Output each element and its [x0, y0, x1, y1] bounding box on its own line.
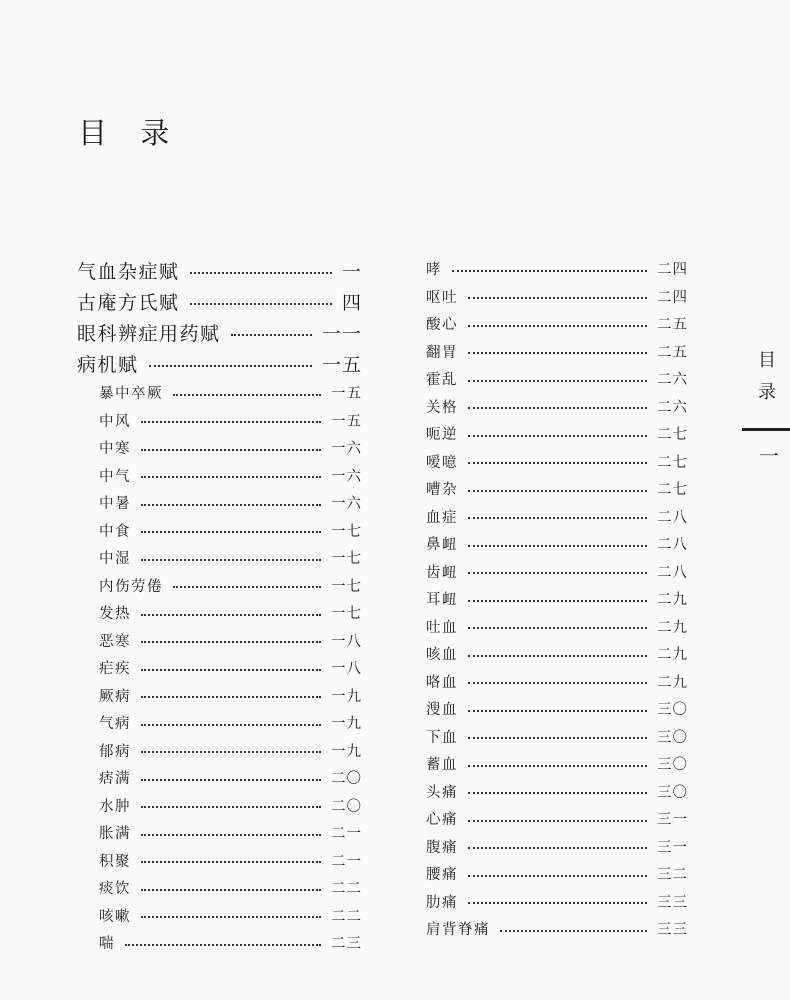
toc-entry-label: 蓄血: [426, 757, 458, 774]
toc-entry-page: 一九: [331, 743, 362, 760]
dot-leader: [141, 476, 321, 478]
toc-entry-page: 三〇: [657, 729, 688, 746]
toc-entry-page: 二七: [657, 482, 688, 499]
toc-entry: [77, 819, 362, 847]
toc-entry-page: 二三: [331, 936, 362, 953]
toc-entry-page: 一七: [331, 523, 362, 540]
toc-entry: [77, 654, 362, 682]
toc-entry: [426, 668, 688, 696]
toc-entry-label: 吐血: [426, 619, 458, 636]
toc-entry: [426, 723, 688, 751]
dot-leader: [141, 421, 321, 423]
toc-entry: [77, 434, 362, 462]
dot-leader: [231, 334, 312, 336]
toc-entry-page: 一一: [321, 323, 362, 345]
toc-entry-page: 二九: [657, 674, 688, 691]
toc-entry-page: 二六: [657, 399, 688, 416]
toc-entry: [426, 613, 688, 641]
dot-leader: [468, 325, 647, 327]
toc-entry: [77, 847, 362, 875]
toc-entry: [77, 709, 362, 737]
dot-leader: [141, 614, 321, 616]
toc-entry-label: 血症: [426, 509, 458, 526]
toc-entry: [426, 448, 688, 476]
toc-entry: [426, 860, 688, 888]
toc-entry-page: 一七: [331, 551, 362, 568]
toc-entry: [77, 348, 362, 379]
toc-entry-page: 一五: [331, 386, 362, 403]
toc-entry-page: 二八: [657, 564, 688, 581]
toc-entry-label: 厥病: [99, 688, 131, 705]
toc-entry-label: 积聚: [99, 853, 131, 870]
toc-entry-page: 二九: [657, 592, 688, 609]
toc-entry: [426, 915, 688, 943]
toc-entry: [426, 338, 688, 366]
toc-entry-label: 郁病: [99, 743, 131, 760]
toc-entry-label: 齿衄: [426, 564, 458, 581]
toc-entry-label: 肩背脊痛: [426, 922, 490, 939]
toc-entry-label: 霍乱: [426, 372, 458, 389]
dot-leader: [141, 806, 321, 808]
toc-entry-label: 咳嗽: [99, 908, 131, 925]
dot-leader: [468, 710, 647, 712]
toc-entry-page: 二七: [657, 427, 688, 444]
dot-leader: [468, 435, 647, 437]
toc-entry: [426, 310, 688, 338]
dot-leader: [468, 490, 647, 492]
toc-entry: [426, 695, 688, 723]
toc-entry-label: 咯血: [426, 674, 458, 691]
toc-entry: [77, 517, 362, 545]
dot-leader: [141, 641, 321, 643]
dot-leader: [468, 902, 647, 904]
toc-entry-page: 一六: [331, 468, 362, 485]
toc-entry-label: 病机赋: [77, 354, 139, 376]
toc-entry-page: 三〇: [657, 702, 688, 719]
toc-entry: [426, 640, 688, 668]
toc-entry-label: 眼科辨症用药赋: [77, 323, 221, 345]
toc-entry: [426, 255, 688, 283]
dot-leader: [452, 270, 647, 272]
toc-entry-label: 呕吐: [426, 289, 458, 306]
dot-leader: [468, 875, 647, 877]
toc-entry: [77, 379, 362, 407]
dot-leader: [500, 930, 647, 932]
toc-entry-label: 头痛: [426, 784, 458, 801]
toc-entry-page: 二八: [657, 509, 688, 526]
side-tab: [755, 345, 779, 409]
dot-leader: [468, 737, 647, 739]
toc-entry-page: 一八: [331, 661, 362, 678]
toc-entry: [77, 255, 362, 286]
toc-entry: [426, 888, 688, 916]
toc-entry-label: 肋痛: [426, 894, 458, 911]
dot-leader: [141, 449, 321, 451]
toc-entry-label: 中气: [99, 468, 131, 485]
dot-leader: [190, 303, 332, 305]
toc-entry: [426, 420, 688, 448]
toc-entry: [426, 805, 688, 833]
toc-entry-page: 一六: [331, 441, 362, 458]
toc-entry-label: 咳血: [426, 647, 458, 664]
toc-entry: [77, 544, 362, 572]
dot-leader: [468, 600, 647, 602]
toc-right-column: [426, 255, 688, 943]
toc-entry: [77, 489, 362, 517]
toc-entry-page: 一五: [321, 354, 362, 376]
dot-leader: [468, 765, 647, 767]
dot-leader: [468, 380, 647, 382]
toc-entry-label: 翻胃: [426, 344, 458, 361]
toc-entry-label: 下血: [426, 729, 458, 746]
toc-entry: [77, 286, 362, 317]
toc-entry-label: 古庵方氏赋: [77, 292, 180, 314]
toc-entry: [77, 929, 362, 957]
dot-leader: [141, 861, 321, 863]
toc-entry-page: 二二: [331, 881, 362, 898]
toc-entry: [77, 599, 362, 627]
toc-entry-page: 二九: [657, 647, 688, 664]
dot-leader: [141, 751, 321, 753]
dot-leader: [125, 944, 321, 946]
dot-leader: [468, 627, 647, 629]
dot-leader: [468, 572, 647, 574]
toc-entry: [426, 833, 688, 861]
dot-leader: [468, 847, 647, 849]
toc-left-column: [77, 255, 362, 957]
toc-entry: [426, 393, 688, 421]
toc-entry-page: 三〇: [657, 757, 688, 774]
toc-entry-label: 气病: [99, 716, 131, 733]
toc-entry-label: 发热: [99, 606, 131, 623]
dot-leader: [468, 682, 647, 684]
toc-entry: [426, 283, 688, 311]
toc-entry: [77, 317, 362, 348]
toc-entry-page: 四: [341, 292, 362, 314]
dot-leader: [468, 820, 647, 822]
dot-leader: [141, 724, 321, 726]
toc-entry: [77, 902, 362, 930]
toc-entry-label: 中湿: [99, 551, 131, 568]
toc-entry: [77, 737, 362, 765]
dot-leader: [468, 792, 647, 794]
toc-entry-label: 气血杂症赋: [77, 261, 180, 283]
toc-entry-label: 耳衄: [426, 592, 458, 609]
toc-entry-page: 二一: [331, 826, 362, 843]
toc-entry-label: 溲血: [426, 702, 458, 719]
dot-leader: [141, 834, 321, 836]
toc-entry-page: 一九: [331, 688, 362, 705]
toc-entry-label: 暴中卒厥: [99, 386, 163, 403]
side-tab-label-1: 目: [758, 350, 776, 371]
dot-leader: [468, 655, 647, 657]
toc-entry-label: 嘈杂: [426, 482, 458, 499]
toc-entry-label: 哮: [426, 262, 442, 279]
toc-entry-label: 痞满: [99, 771, 131, 788]
toc-entry-label: 内伤劳倦: [99, 578, 163, 595]
toc-entry-page: 二四: [657, 289, 688, 306]
toc-entry-page: 一七: [331, 578, 362, 595]
dot-leader: [468, 297, 647, 299]
dot-leader: [173, 586, 321, 588]
toc-entry-page: 一八: [331, 633, 362, 650]
toc-entry: [77, 572, 362, 600]
toc-entry-label: 中风: [99, 413, 131, 430]
toc-entry: [77, 682, 362, 710]
side-tab-label-2: 录: [758, 382, 776, 403]
dot-leader: [141, 669, 321, 671]
toc-entry-page: 三二: [657, 867, 688, 884]
toc-entry-page: 一: [341, 261, 362, 283]
toc-entry-page: 二七: [657, 454, 688, 471]
dot-leader: [141, 504, 321, 506]
toc-entry: [426, 365, 688, 393]
dot-leader: [141, 531, 321, 533]
toc-entry-page: 二五: [657, 344, 688, 361]
toc-entry: [77, 407, 362, 435]
toc-entry-label: 腹痛: [426, 839, 458, 856]
toc-entry-label: 关格: [426, 399, 458, 416]
toc-entry: [77, 764, 362, 792]
toc-entry-page: 三三: [657, 894, 688, 911]
toc-entry-page: 一五: [331, 413, 362, 430]
toc-entry-label: 恶寒: [99, 633, 131, 650]
dot-leader: [141, 559, 321, 561]
toc-entry-page: 一六: [331, 496, 362, 513]
dot-leader: [141, 916, 321, 918]
toc-entry-label: 痰饮: [99, 881, 131, 898]
toc-entry-page: 二〇: [331, 798, 362, 815]
toc-entry-page: 二〇: [331, 771, 362, 788]
toc-entry-page: 一九: [331, 716, 362, 733]
toc-entry-page: 二四: [657, 262, 688, 279]
toc-entry-page: 二五: [657, 317, 688, 334]
toc-entry-label: 呃逆: [426, 427, 458, 444]
toc-entry: [77, 792, 362, 820]
toc-entry-page: 二八: [657, 537, 688, 554]
toc-entry: [426, 778, 688, 806]
toc-entry-label: 中寒: [99, 441, 131, 458]
toc-entry-page: 二一: [331, 853, 362, 870]
dot-leader: [468, 407, 647, 409]
dot-leader: [468, 545, 647, 547]
toc-entry-label: 中食: [99, 523, 131, 540]
toc-entry: [426, 530, 688, 558]
dot-leader: [141, 889, 321, 891]
toc-entry: [426, 585, 688, 613]
toc-entry-page: 三一: [657, 812, 688, 829]
toc-entry: [426, 750, 688, 778]
toc-entry: [426, 503, 688, 531]
dot-leader: [468, 352, 647, 354]
toc-entry: [77, 627, 362, 655]
toc-entry-label: 酸心: [426, 317, 458, 334]
toc-entry: [426, 475, 688, 503]
toc-entry-label: 腰痛: [426, 867, 458, 884]
toc-entry-page: 二九: [657, 619, 688, 636]
toc-entry-label: 胀满: [99, 826, 131, 843]
toc-entry-label: 中暑: [99, 496, 131, 513]
toc-entry-label: 心痛: [426, 812, 458, 829]
side-divider: [742, 428, 790, 431]
toc-entry: [77, 462, 362, 490]
dot-leader: [149, 365, 312, 367]
dot-leader: [468, 462, 647, 464]
toc-entry-label: 喘: [99, 936, 115, 953]
toc-entry-page: 一七: [331, 606, 362, 623]
dot-leader: [141, 779, 321, 781]
toc-entry-label: 嗳噫: [426, 454, 458, 471]
toc-entry-page: 三一: [657, 839, 688, 856]
toc-entry-label: 疟疾: [99, 661, 131, 678]
page-title: 目 录: [78, 116, 182, 150]
dot-leader: [141, 696, 321, 698]
toc-entry-label: 水肿: [99, 798, 131, 815]
dot-leader: [468, 517, 647, 519]
dot-leader: [190, 272, 332, 274]
toc-entry-page: 二六: [657, 372, 688, 389]
toc-entry-page: 二二: [331, 908, 362, 925]
dot-leader: [173, 394, 321, 396]
toc-entry: [426, 558, 688, 586]
toc-entry-page: 三三: [657, 922, 688, 939]
toc-entry-page: 三〇: [657, 784, 688, 801]
toc-entry-label: 鼻衄: [426, 537, 458, 554]
page-number: 一: [759, 444, 779, 468]
toc-entry: [77, 874, 362, 902]
